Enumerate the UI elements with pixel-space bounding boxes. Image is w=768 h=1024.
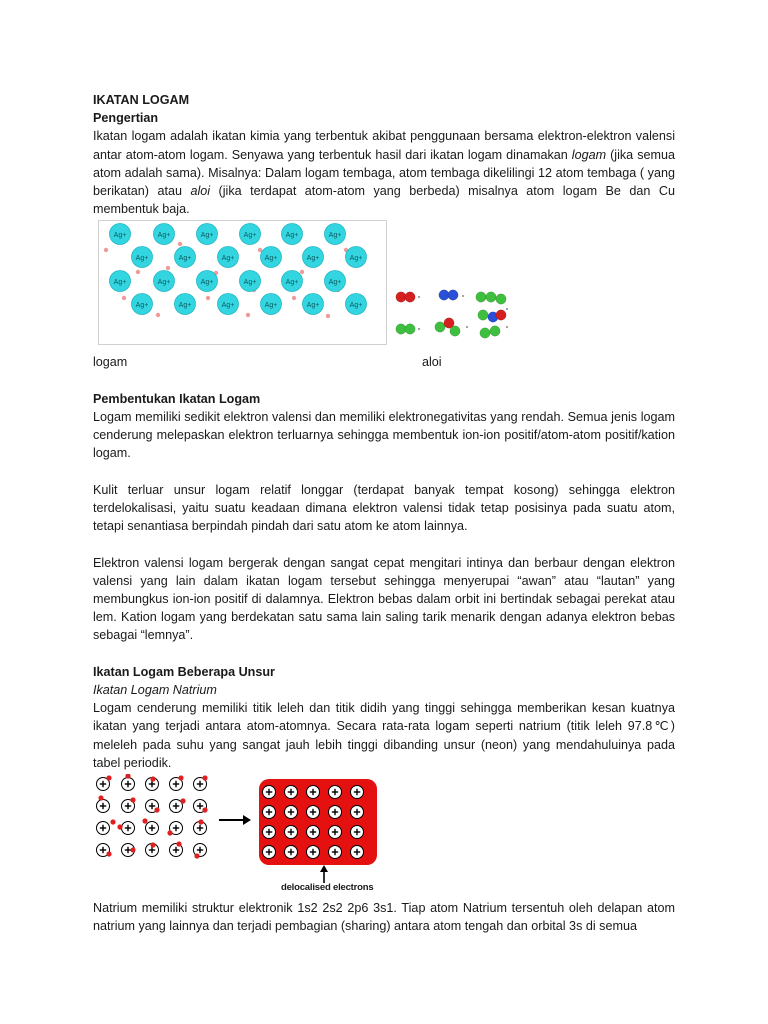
sodium-bonding-figure <box>93 774 675 899</box>
cation-plus-icon <box>307 786 320 799</box>
alloy-atom <box>496 294 506 304</box>
text-run: Ikatan logam adalah ikatan kimia yang terbentuk akibat penggunaan bersama elektron-elektron valensi antar atom-atom logam. Senyawa yang terbentuk hasil dari ikatan logam dinamakan <box>93 129 675 162</box>
alloy-atom <box>478 310 488 320</box>
cation-plus-icon <box>263 786 276 799</box>
cation-plus-icon <box>329 806 342 819</box>
cation-plus-icon <box>285 786 298 799</box>
electron-dot <box>136 270 140 274</box>
electron-dot <box>300 270 304 274</box>
paragraph-pembentukan-2: Kulit terluar unsur logam relatif longgar (terdapat banyak tempat kosong) sehingga elektron terdelokalisasi, yaitu suatu keadaan dimana elektron valensi tidak tetap posisinya pada suatu atom, tetapi senantiasa berpindah pindah dari satu atom ke atom lainnya. <box>93 482 675 534</box>
separate-atoms <box>97 774 208 859</box>
alloy-atom <box>480 328 490 338</box>
document-page <box>93 91 675 935</box>
cation-plus-icon <box>307 826 320 839</box>
electron-dot <box>130 847 135 852</box>
ag-cation <box>132 247 153 268</box>
ag-label: Ag+ <box>264 302 278 310</box>
alloy-marker <box>466 326 468 328</box>
alloy-figure <box>393 287 513 347</box>
electron-dot <box>292 296 296 300</box>
document-title: IKATAN LOGAM <box>93 93 190 107</box>
ag-label: Ag+ <box>221 302 235 310</box>
ag-cation <box>282 271 303 292</box>
ag-label: Ag+ <box>243 232 257 240</box>
ag-cation <box>197 224 218 245</box>
cation-plus-icon <box>122 822 135 835</box>
alloy-atom <box>490 326 500 336</box>
cation-plus-icon <box>307 806 320 819</box>
ag-cation <box>175 247 196 268</box>
ag-label: Ag+ <box>243 279 257 287</box>
cation-plus-icon <box>263 846 276 859</box>
ag-cation <box>303 247 324 268</box>
paragraph-natrium-2: Natrium memiliki struktur elektronik 1s2 2s2 2p6 3s1. Tiap atom Natrium tersentuh oleh delapan atom natrium yang lainnya dan terjadi pembagian (sharing) antara atom tengah dan orbital 3s di semua <box>93 901 675 934</box>
alloy-atom <box>448 290 458 300</box>
electron-dot <box>142 818 147 823</box>
ag-cation <box>132 294 153 315</box>
electron-dot <box>122 296 126 300</box>
alloy-marker <box>418 328 420 330</box>
alloy-marker <box>506 308 508 310</box>
emphasis-logam: logam <box>571 147 607 162</box>
electron-dot <box>150 842 155 847</box>
text-run: (jika terdapat atom-atom yang berbeda) misalnya atom logam Be dan Cu membentuk baja. <box>93 184 675 217</box>
electron-dot <box>198 819 203 824</box>
sodium-diagram <box>93 774 393 884</box>
ag-label: Ag+ <box>285 279 299 287</box>
text-run: (jika semua atom adalah sama). Misalnya: Dalam logam tembaga, atom tembaga dikelilingi 12 atom tembaga ( yang berikatan) atau <box>93 147 675 199</box>
alloy-atom <box>405 324 415 334</box>
ag-label: Ag+ <box>328 232 342 240</box>
ag-label: Ag+ <box>221 255 235 263</box>
ag-label: Ag+ <box>200 279 214 287</box>
cation-plus-icon <box>146 822 159 835</box>
ag-label: Ag+ <box>157 279 171 287</box>
electron-dot <box>166 266 170 270</box>
ag-cation <box>110 224 131 245</box>
ag-label: Ag+ <box>178 255 192 263</box>
ag-cation <box>154 271 175 292</box>
alloy-atom <box>450 326 460 336</box>
section-heading-pengertian: Pengertian <box>93 111 159 126</box>
ag-cation <box>218 247 239 268</box>
ag-label: Ag+ <box>306 302 320 310</box>
alloy-atom <box>476 292 486 302</box>
electron-dot <box>150 776 155 781</box>
ag-cation <box>346 247 367 268</box>
electron-dot <box>110 819 115 824</box>
ag-cation <box>240 271 261 292</box>
electron-dot <box>156 313 160 317</box>
electron-dot <box>206 296 210 300</box>
ag-cation <box>175 294 196 315</box>
ag-cation <box>325 224 346 245</box>
electron-dot <box>194 853 199 858</box>
cation-plus-icon <box>97 800 110 813</box>
electron-dot <box>117 824 122 829</box>
alloy-atom <box>496 310 506 320</box>
paragraph-pembentukan-3: Elektron valensi logam bergerak dengan sangat cepat mengitari intinya dan berbaur dengan elektron valensi yang lain dalam ikatan logam tersebut sehingga menyerupai “awan” atau “lautan” yang membungkus ion-ion positif di dalamnya. Elektron bebas dalam orbit ini bertindak sebagai perekat atau lem. Kation logam yang berdekatan satu sama lain saling tarik menarik dengan adanya elektron bebas sebagai “lemnya”. <box>93 555 675 643</box>
ag-label: Ag+ <box>285 232 299 240</box>
cation-plus-icon <box>263 806 276 819</box>
ag-cation <box>110 271 131 292</box>
electron-dot <box>98 795 103 800</box>
ag-cation <box>197 271 218 292</box>
cation-plus-icon <box>329 846 342 859</box>
emphasis-aloi: aloi <box>190 184 211 199</box>
arrow-icon <box>219 815 251 825</box>
subheading-natrium: Ikatan Logam Natrium <box>93 683 217 697</box>
ag-label: Ag+ <box>349 302 363 310</box>
section-heading-pembentukan: Pembentukan Ikatan Logam <box>93 391 261 406</box>
electron-dot <box>176 841 181 846</box>
ag-cation <box>261 294 282 315</box>
electron-dot <box>180 798 185 803</box>
ag-cation <box>282 224 303 245</box>
cation-plus-icon <box>329 786 342 799</box>
ag-cation <box>261 247 282 268</box>
ag-cation <box>218 294 239 315</box>
alloy-marker <box>506 326 508 328</box>
ag-label: Ag+ <box>200 232 214 240</box>
cation-plus-icon <box>263 826 276 839</box>
section-heading-beberapa-unsur: Ikatan Logam Beberapa Unsur <box>93 664 275 679</box>
ag-cation <box>240 224 261 245</box>
ag-cation <box>303 294 324 315</box>
metal-lattice-figure <box>98 220 394 353</box>
paragraph-pengertian <box>93 127 675 218</box>
electron-dot <box>202 807 207 812</box>
electron-dot <box>326 314 330 318</box>
ag-label: Ag+ <box>306 255 320 263</box>
cation-plus-icon <box>351 846 364 859</box>
electron-dot <box>167 830 172 835</box>
cation-plus-icon <box>351 826 364 839</box>
electron-dot <box>106 775 111 780</box>
cation-plus-icon <box>285 846 298 859</box>
electron-dot <box>202 775 207 780</box>
ag-cation <box>346 294 367 315</box>
figure-row-logam-aloi <box>93 218 675 353</box>
cation-plus-icon <box>122 778 135 791</box>
ag-cation <box>325 271 346 292</box>
cation-plus-icon <box>307 846 320 859</box>
cation-plus-icon <box>351 786 364 799</box>
ag-label: Ag+ <box>135 255 149 263</box>
caption-aloi: aloi <box>422 355 442 370</box>
up-arrow-icon <box>320 865 328 883</box>
cation-plus-icon <box>351 806 364 819</box>
caption-logam: logam <box>93 355 128 370</box>
cation-plus-icon <box>329 826 342 839</box>
ag-label: Ag+ <box>349 255 363 263</box>
ag-label: Ag+ <box>157 232 171 240</box>
ag-label: Ag+ <box>135 302 149 310</box>
electron-dot <box>154 807 159 812</box>
alloy-marker <box>462 295 464 297</box>
ag-label: Ag+ <box>328 279 342 287</box>
alloy-atom <box>486 292 496 302</box>
electron-dot <box>178 242 182 246</box>
figure-captions <box>93 353 675 371</box>
ag-label: Ag+ <box>178 302 192 310</box>
cation-plus-icon <box>285 806 298 819</box>
electron-dot <box>246 313 250 317</box>
electron-dot <box>178 775 183 780</box>
ag-cation <box>154 224 175 245</box>
ag-label: Ag+ <box>264 255 278 263</box>
delocalised-electrons-label: delocalised electrons <box>281 882 374 894</box>
cation-plus-icon <box>97 822 110 835</box>
electron-dot <box>104 248 108 252</box>
electron-dot <box>130 797 135 802</box>
electron-dot <box>258 248 262 252</box>
paragraph-pembentukan-1: Logam memiliki sedikit elektron valensi dan memiliki elektronegativitas yang rendah. Semua jenis logam cenderung melepaskan elektron terluarnya sehingga membentuk ion-ion positif/atom-atom positif/kation logam. <box>93 410 675 461</box>
alloy-atom <box>405 292 415 302</box>
ag-label: Ag+ <box>113 232 127 240</box>
paragraph-natrium-1: Logam cenderung memiliki titik leleh dan titik didih yang tinggi sehingga memberikan kesan kuatnya ikatan yang terjadi antara atom-atomnya. Secara rata-rata logam seperti natrium (titik leleh 97.8℃) meleleh pada suhu yang sangat jauh lebih tinggi dibanding unsur (neon) yang mendahuluinya pada tabel periodik. <box>93 701 675 770</box>
ag-label: Ag+ <box>113 279 127 287</box>
alloy-marker <box>418 296 420 298</box>
electron-dot <box>106 851 111 856</box>
cation-plus-icon <box>285 826 298 839</box>
